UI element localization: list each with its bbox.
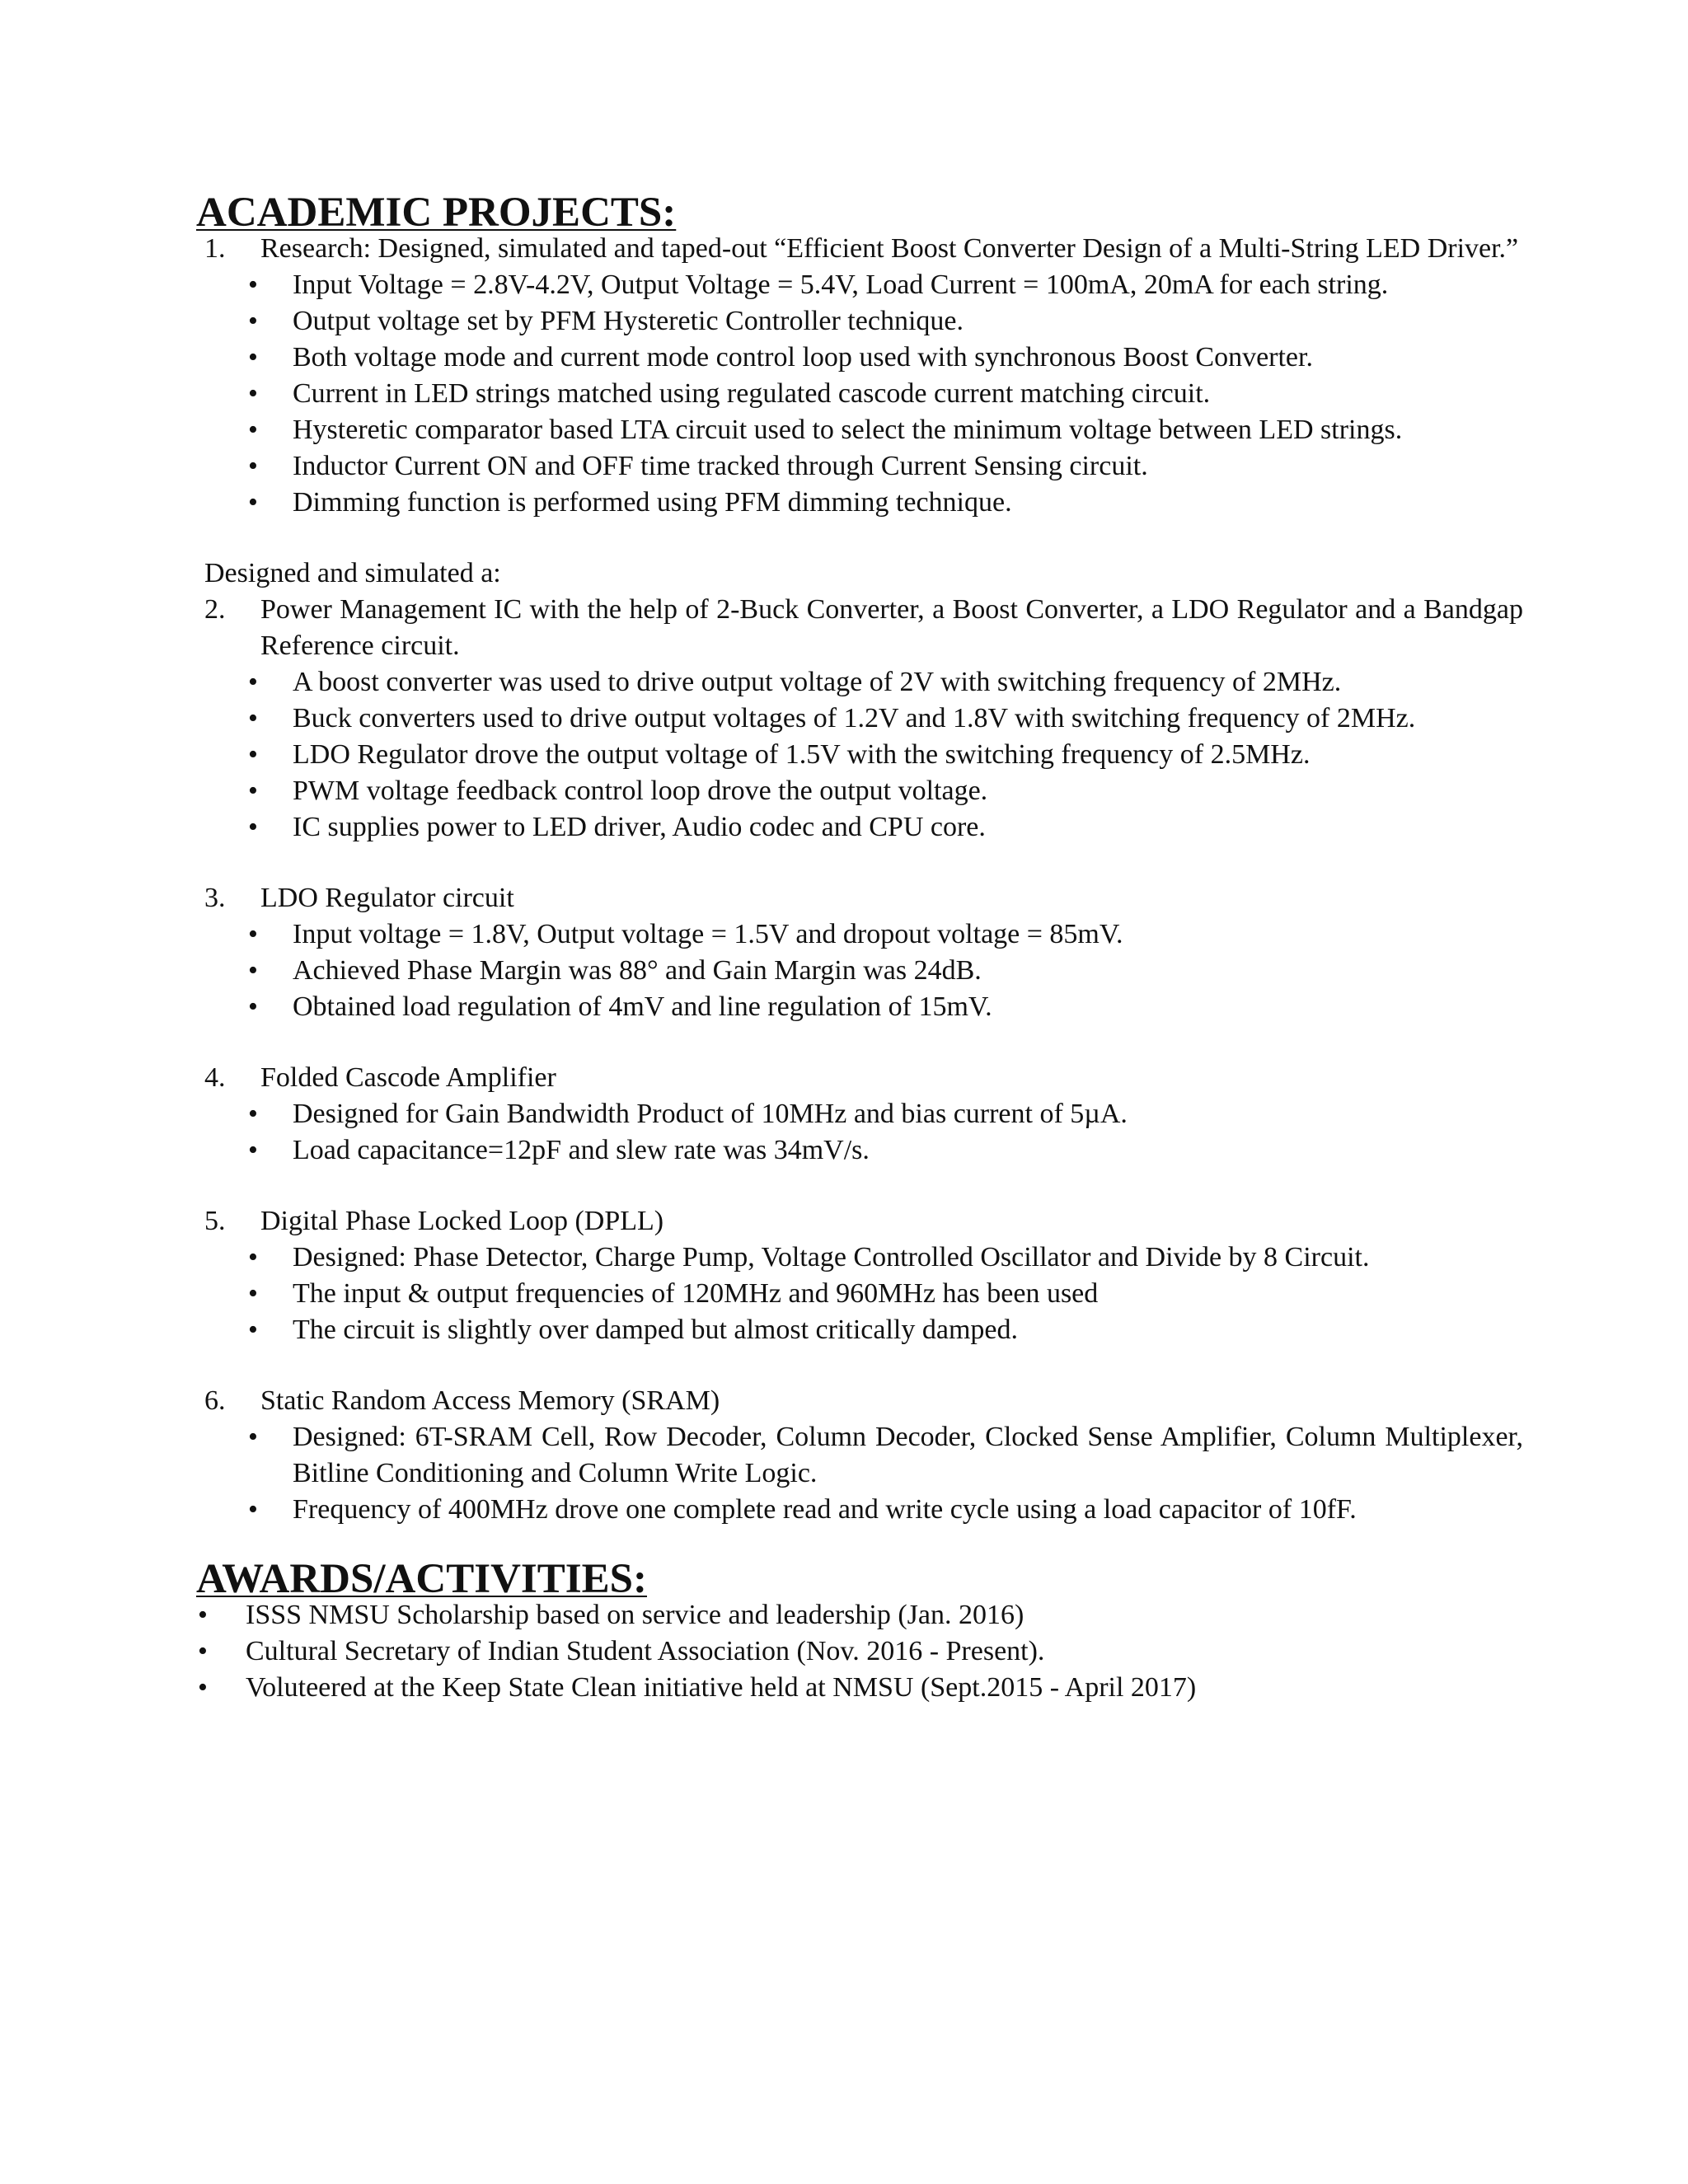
bullet-icon: • xyxy=(248,306,258,336)
bullet-icon: • xyxy=(198,1600,208,1630)
list-item: • Load capacitance=12pF and slew rate was 34mV/s. xyxy=(196,1132,1531,1169)
bullet-icon: • xyxy=(248,1135,258,1165)
project-number: 4. xyxy=(204,1062,226,1093)
list-item: • PWM voltage feedback control loop drove the output voltage. xyxy=(196,773,1531,809)
projects-intro: Designed and simulated a: xyxy=(204,558,501,588)
bullet-icon: • xyxy=(248,667,258,697)
project-2-bullets xyxy=(196,664,1531,846)
resume-page xyxy=(196,190,1531,1706)
awards-activities-heading: AWARDS/ACTIVITIES: xyxy=(196,1556,647,1602)
bullet-icon: • xyxy=(248,1494,258,1525)
bullet-icon: • xyxy=(248,739,258,770)
list-item: • Output voltage set by PFM Hysteretic Controller technique. xyxy=(196,303,1531,340)
bullet-icon: • xyxy=(248,991,258,1022)
bullet-icon: • xyxy=(248,919,258,949)
bullet-icon: • xyxy=(248,451,258,481)
project-title: Research: Designed, simulated and taped-out “Efficient Boost Converter Design of a Multi-String LED Driver.” xyxy=(260,233,1519,264)
project-2 xyxy=(196,592,1531,664)
list-item: • Input Voltage = 2.8V-4.2V, Output Voltage = 5.4V, Load Current = 100mA, 20mA for each string. xyxy=(196,267,1531,303)
list-item: • Voluteered at the Keep State Clean initiative held at NMSU (Sept.2015 - April 2017) xyxy=(196,1670,1531,1706)
list-item: • Cultural Secretary of Indian Student Association (Nov. 2016 - Present). xyxy=(196,1633,1531,1670)
spacer xyxy=(196,1348,1531,1383)
project-1 xyxy=(196,231,1531,267)
bullet-icon: • xyxy=(248,269,258,300)
bullet-icon: • xyxy=(248,1242,258,1272)
list-item: • A boost converter was used to drive output voltage of 2V with switching frequency of 2MHz. xyxy=(196,664,1531,701)
project-number: 2. xyxy=(204,594,226,625)
project-5-bullets xyxy=(196,1240,1531,1348)
project-title: Static Random Access Memory (SRAM) xyxy=(260,1385,720,1416)
list-item: • Hysteretic comparator based LTA circuit used to select the minimum voltage between LED strings. xyxy=(196,412,1531,448)
awards-list xyxy=(196,1597,1531,1706)
list-item: • Both voltage mode and current mode control loop used with synchronous Boost Converter. xyxy=(196,340,1531,376)
bullet-icon: • xyxy=(248,703,258,733)
list-item: • Designed: Phase Detector, Charge Pump, Voltage Controlled Oscillator and Divide by 8 Circuit. xyxy=(196,1240,1531,1276)
bullet-icon: • xyxy=(198,1636,208,1666)
spacer xyxy=(196,1025,1531,1060)
bullet-icon: • xyxy=(248,1099,258,1129)
project-3 xyxy=(196,880,1531,916)
academic-projects-heading: ACADEMIC PROJECTS: xyxy=(196,190,677,236)
project-5 xyxy=(196,1203,1531,1240)
list-item: • Inductor Current ON and OFF time tracked through Current Sensing circuit. xyxy=(196,448,1531,485)
bullet-icon: • xyxy=(248,415,258,445)
bullet-icon: • xyxy=(198,1672,208,1703)
project-title: Power Management IC with the help of 2-Buck Converter, a Boost Converter, a LDO Regulator and a Bandgap Reference circuit. xyxy=(260,594,1523,661)
list-item: • Designed for Gain Bandwidth Product of 10MHz and bias current of 5µA. xyxy=(196,1096,1531,1132)
list-item: • Current in LED strings matched using regulated cascode current matching circuit. xyxy=(196,376,1531,412)
spacer xyxy=(196,846,1531,880)
spacer xyxy=(196,1169,1531,1203)
list-item: • Buck converters used to drive output voltages of 1.2V and 1.8V with switching frequency of 2MHz. xyxy=(196,701,1531,737)
list-item: • Achieved Phase Margin was 88° and Gain Margin was 24dB. xyxy=(196,953,1531,989)
project-1-bullets xyxy=(196,267,1531,521)
bullet-icon: • xyxy=(248,342,258,373)
list-item: • Obtained load regulation of 4mV and line regulation of 15mV. xyxy=(196,989,1531,1025)
project-4 xyxy=(196,1060,1531,1096)
list-item: • Designed: 6T-SRAM Cell, Row Decoder, Column Decoder, Clocked Sense Amplifier, Column Multiplexer, Bitline Conditioning and Column Write Logic. xyxy=(196,1419,1531,1492)
project-title: LDO Regulator circuit xyxy=(260,883,514,913)
bullet-icon: • xyxy=(248,1278,258,1309)
spacer xyxy=(196,521,1531,555)
list-item: • LDO Regulator drove the output voltage of 1.5V with the switching frequency of 2.5MHz. xyxy=(196,737,1531,773)
list-item: • Input voltage = 1.8V, Output voltage = 1.5V and dropout voltage = 85mV. xyxy=(196,916,1531,953)
list-item: • The circuit is slightly over damped but almost critically damped. xyxy=(196,1312,1531,1348)
project-title: Digital Phase Locked Loop (DPLL) xyxy=(260,1206,664,1236)
bullet-icon: • xyxy=(248,487,258,518)
bullet-icon: • xyxy=(248,1422,258,1452)
project-title: Folded Cascode Amplifier xyxy=(260,1062,556,1093)
list-item: • ISSS NMSU Scholarship based on service and leadership (Jan. 2016) xyxy=(196,1597,1531,1633)
list-item: • Frequency of 400MHz drove one complete read and write cycle using a load capacitor of 10fF. xyxy=(196,1492,1531,1528)
list-item: • IC supplies power to LED driver, Audio codec and CPU core. xyxy=(196,809,1531,846)
project-4-bullets xyxy=(196,1096,1531,1169)
project-number: 1. xyxy=(204,233,226,264)
project-3-bullets xyxy=(196,916,1531,1025)
project-6-bullets xyxy=(196,1419,1531,1528)
list-item: • Dimming function is performed using PFM dimming technique. xyxy=(196,485,1531,521)
list-item: • The input & output frequencies of 120MHz and 960MHz has been used xyxy=(196,1276,1531,1312)
bullet-icon: • xyxy=(248,812,258,842)
bullet-icon: • xyxy=(248,776,258,806)
project-6 xyxy=(196,1383,1531,1419)
bullet-icon: • xyxy=(248,378,258,409)
project-number: 3. xyxy=(204,883,226,913)
project-number: 6. xyxy=(204,1385,226,1416)
bullet-icon: • xyxy=(248,1315,258,1345)
project-number: 5. xyxy=(204,1206,226,1236)
bullet-icon: • xyxy=(248,955,258,986)
